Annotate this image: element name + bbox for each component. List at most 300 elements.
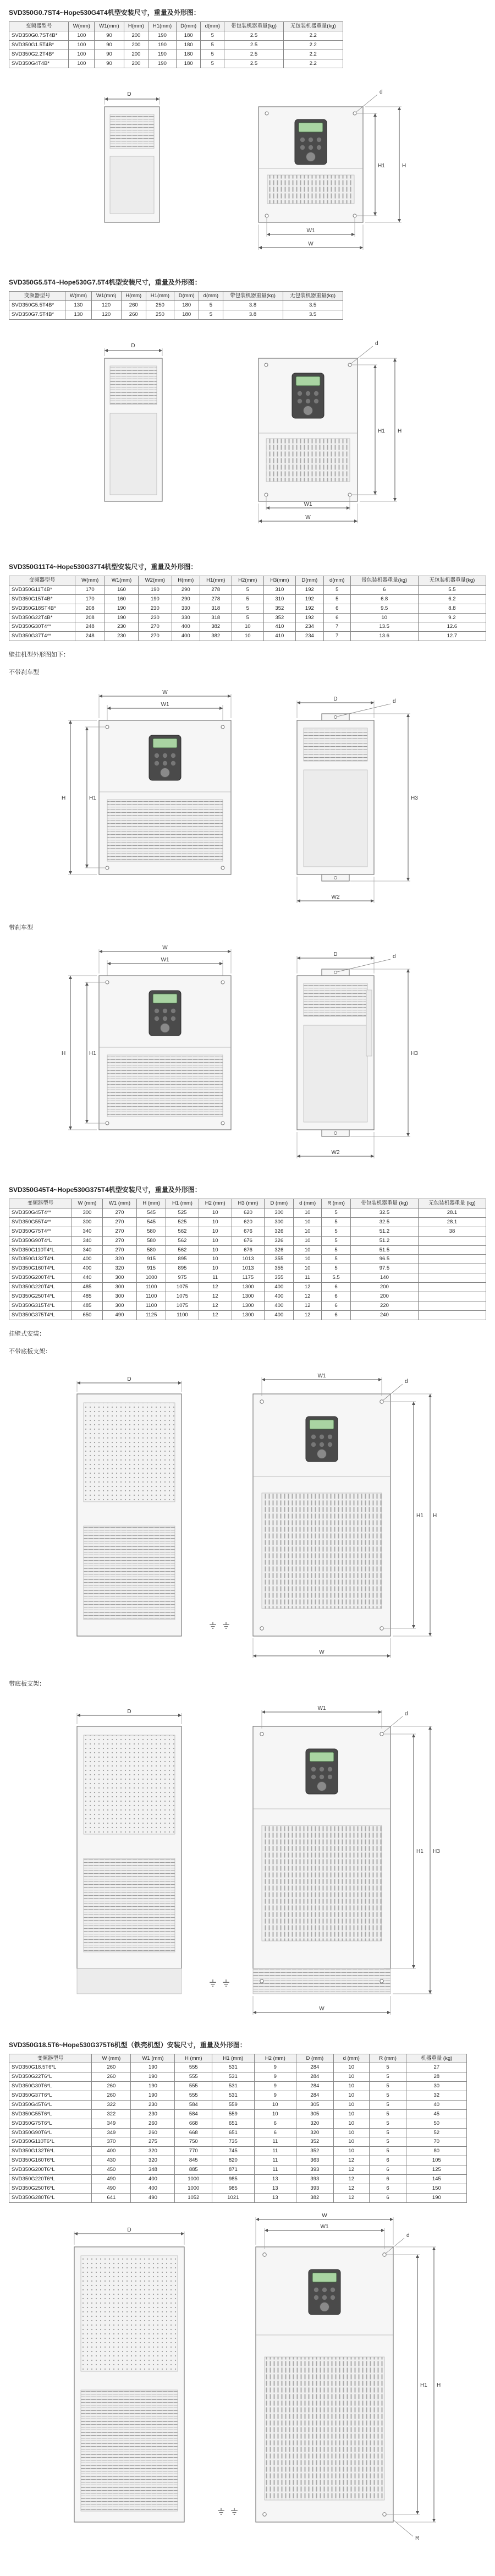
value-cell: 1000 bbox=[175, 2184, 212, 2193]
value-cell: 250 bbox=[146, 301, 174, 310]
model-cell: SVD350G375T4*L bbox=[9, 1310, 72, 1320]
value-cell: 278 bbox=[200, 585, 232, 594]
diagram-s4-with-base bbox=[9, 1693, 486, 2023]
table-header-cell: H1(mm) bbox=[148, 22, 177, 31]
value-cell: 871 bbox=[212, 2165, 254, 2175]
value-cell: 190 bbox=[406, 2193, 467, 2202]
value-cell: 11 bbox=[199, 1273, 232, 1283]
model-cell: SVD350G30T4** bbox=[9, 622, 75, 632]
table-header-cell: W (mm) bbox=[72, 1199, 103, 1208]
model-cell: SVD350G110T6*L bbox=[9, 2137, 92, 2147]
value-cell: 1100 bbox=[166, 1310, 199, 1320]
value-cell: 300 bbox=[102, 1292, 137, 1301]
model-cell: SVD350G160T6*L bbox=[9, 2156, 92, 2165]
flange-hole bbox=[334, 877, 337, 879]
value-cell: 895 bbox=[166, 1255, 199, 1264]
value-cell: 192 bbox=[295, 613, 323, 622]
front-view bbox=[253, 1394, 391, 1636]
value-cell: 30 bbox=[406, 2082, 467, 2091]
value-cell: 90 bbox=[95, 31, 124, 40]
table-row bbox=[9, 2147, 467, 2156]
value-cell: 330 bbox=[172, 613, 200, 622]
mounting-hole bbox=[380, 1626, 383, 1629]
value-cell: 559 bbox=[212, 2100, 254, 2109]
value-cell: 668 bbox=[175, 2119, 212, 2128]
value-cell: 180 bbox=[174, 301, 199, 310]
table-header-cell: H(mm) bbox=[124, 22, 148, 31]
value-cell: 330 bbox=[172, 604, 200, 613]
value-cell: 1300 bbox=[232, 1310, 265, 1320]
table-row bbox=[9, 613, 486, 622]
value-cell: 485 bbox=[72, 1283, 103, 1292]
table-header-row bbox=[9, 22, 343, 31]
value-cell: 10 bbox=[333, 2100, 369, 2109]
value-cell: 300 bbox=[265, 1208, 294, 1218]
table-header-cell: H (mm) bbox=[137, 1199, 166, 1208]
value-cell: 5 bbox=[369, 2063, 406, 2072]
value-cell: 200 bbox=[350, 1292, 418, 1301]
value-cell: 100 bbox=[69, 50, 95, 59]
value-cell: 270 bbox=[102, 1208, 137, 1218]
table-row bbox=[9, 2156, 467, 2165]
diagram-s3-no-brake bbox=[9, 682, 486, 913]
value-cell: 180 bbox=[176, 50, 201, 59]
ground-symbol bbox=[218, 2508, 224, 2514]
model-cell: SVD350G55T4** bbox=[9, 1217, 72, 1227]
mounting-hole bbox=[106, 1122, 109, 1125]
value-cell: 9 bbox=[254, 2091, 296, 2101]
dim-label-H: H bbox=[437, 2382, 441, 2388]
diagram-s5 bbox=[9, 2208, 486, 2550]
flange-hole bbox=[334, 716, 337, 719]
dim-label-W: W bbox=[308, 241, 314, 248]
table-row bbox=[9, 1227, 486, 1236]
front-view bbox=[256, 2247, 393, 2522]
value-cell: 440 bbox=[72, 1273, 103, 1283]
caption-brake: 带刹车型 bbox=[9, 925, 33, 932]
mounting-hole bbox=[265, 363, 268, 367]
table-row bbox=[9, 1208, 486, 1218]
value-cell: 485 bbox=[72, 1292, 103, 1301]
value-cell bbox=[418, 1264, 486, 1273]
value-cell: 318 bbox=[200, 613, 232, 622]
value-cell: 96.5 bbox=[350, 1255, 418, 1264]
model-cell: SVD350G160T4*L bbox=[9, 1264, 72, 1273]
mounting-hole bbox=[265, 214, 268, 217]
dim-label-W1: W1 bbox=[306, 228, 315, 234]
value-cell: 10 bbox=[294, 1255, 322, 1264]
value-cell: 5 bbox=[232, 594, 263, 604]
value-cell: 270 bbox=[138, 632, 172, 641]
dim-label-D: D bbox=[333, 951, 338, 958]
value-cell: 190 bbox=[131, 2072, 175, 2082]
value-cell: 2.5 bbox=[224, 31, 284, 40]
model-cell: SVD350G18.5T6*L bbox=[9, 2063, 92, 2072]
value-cell: 845 bbox=[175, 2156, 212, 2165]
model-cell: SVD350G90T6*L bbox=[9, 2128, 92, 2137]
value-cell: 5 bbox=[369, 2100, 406, 2109]
dim-label-W2: W2 bbox=[331, 1150, 340, 1156]
value-cell bbox=[418, 1245, 486, 1255]
value-cell: 192 bbox=[295, 594, 323, 604]
value-cell: 8.8 bbox=[418, 604, 486, 613]
value-cell: 320 bbox=[296, 2128, 334, 2137]
value-cell: 349 bbox=[92, 2119, 131, 2128]
table-header-cell: W (mm) bbox=[92, 2054, 131, 2063]
mounting-hole bbox=[106, 725, 109, 729]
value-cell: 300 bbox=[72, 1208, 103, 1218]
value-cell: 10 bbox=[333, 2063, 369, 2072]
value-cell: 10 bbox=[199, 1264, 232, 1273]
value-cell: 349 bbox=[92, 2128, 131, 2137]
value-cell: 7 bbox=[323, 622, 350, 632]
value-cell: 200 bbox=[350, 1283, 418, 1292]
value-cell: 284 bbox=[296, 2082, 334, 2091]
value-cell: 5 bbox=[322, 1217, 351, 1227]
value-cell: 5 bbox=[369, 2119, 406, 2128]
value-cell: 6 bbox=[369, 2184, 406, 2193]
value-cell: 770 bbox=[175, 2147, 212, 2156]
value-cell: 180 bbox=[176, 40, 201, 50]
value-cell: 28.1 bbox=[418, 1208, 486, 1218]
table-row bbox=[9, 59, 343, 68]
mounting-hole bbox=[353, 214, 356, 217]
value-cell: 10 bbox=[232, 632, 263, 641]
value-cell: 6 bbox=[254, 2128, 296, 2137]
value-cell: 6 bbox=[322, 1283, 351, 1292]
mounting-hole bbox=[380, 1979, 383, 1982]
dim-label-W: W bbox=[319, 2005, 324, 2012]
value-cell: 620 bbox=[232, 1217, 265, 1227]
value-cell: 51.5 bbox=[350, 1245, 418, 1255]
table-row bbox=[9, 1283, 486, 1292]
value-cell: 12 bbox=[333, 2193, 369, 2202]
value-cell: 363 bbox=[296, 2156, 334, 2165]
value-cell: 562 bbox=[166, 1227, 199, 1236]
value-cell: 915 bbox=[137, 1264, 166, 1273]
value-cell: 170 bbox=[75, 585, 105, 594]
dim-label-W: W bbox=[322, 2212, 327, 2219]
table-row bbox=[9, 1264, 486, 1273]
side-view bbox=[297, 714, 374, 881]
table-row bbox=[9, 1255, 486, 1264]
value-cell: 490 bbox=[131, 2193, 175, 2202]
value-cell: 10 bbox=[254, 2100, 296, 2109]
value-cell: 170 bbox=[75, 594, 105, 604]
dim-label-H1: H1 bbox=[416, 1512, 424, 1519]
value-cell: 355 bbox=[265, 1273, 294, 1283]
value-cell: 150 bbox=[406, 2184, 467, 2193]
value-cell: 310 bbox=[263, 594, 295, 604]
value-cell: 90 bbox=[95, 50, 124, 59]
value-cell: 400 bbox=[265, 1283, 294, 1292]
value-cell: 208 bbox=[75, 604, 105, 613]
value-cell: 382 bbox=[296, 2193, 334, 2202]
value-cell: 326 bbox=[265, 1227, 294, 1236]
value-cell: 32.5 bbox=[350, 1217, 418, 1227]
value-cell: 895 bbox=[166, 1264, 199, 1273]
value-cell: 10 bbox=[199, 1217, 232, 1227]
value-cell: 300 bbox=[72, 1217, 103, 1227]
value-cell: 1100 bbox=[137, 1283, 166, 1292]
table-header-cell: W2(mm) bbox=[138, 576, 172, 586]
mounting-hole bbox=[348, 493, 351, 496]
caption-no-brake: 不带刹车型 bbox=[9, 669, 39, 676]
value-cell: 6.8 bbox=[350, 594, 418, 604]
dim-label-d: d bbox=[393, 698, 396, 705]
value-cell: 562 bbox=[166, 1245, 199, 1255]
value-cell: 5 bbox=[323, 585, 350, 594]
value-cell: 5 bbox=[201, 40, 224, 50]
value-cell: 559 bbox=[212, 2109, 254, 2119]
value-cell: 531 bbox=[212, 2063, 254, 2072]
value-cell: 6 bbox=[369, 2156, 406, 2165]
value-cell: 3.8 bbox=[223, 310, 283, 320]
table-header-row bbox=[9, 576, 486, 586]
value-cell: 160 bbox=[105, 585, 139, 594]
model-cell: SVD350G45T4** bbox=[9, 1208, 72, 1218]
value-cell: 10 bbox=[294, 1236, 322, 1245]
dim-label-W1: W1 bbox=[161, 702, 169, 708]
value-cell: 2.2 bbox=[283, 40, 343, 50]
value-cell: 2.5 bbox=[224, 59, 284, 68]
value-cell: 5 bbox=[323, 594, 350, 604]
value-cell: 120 bbox=[91, 310, 121, 320]
brake-resistor-fin bbox=[366, 990, 372, 1056]
base-bracket bbox=[253, 1968, 391, 1994]
value-cell: 12 bbox=[199, 1283, 232, 1292]
value-cell: 260 bbox=[121, 310, 146, 320]
dim-label-H1: H1 bbox=[89, 795, 96, 802]
diagram-s3-brake bbox=[9, 937, 486, 1168]
value-cell: 352 bbox=[263, 604, 295, 613]
section-4-title: SVD350G45T4~Hope530G375T4机型安装尺寸，重量及外形图： bbox=[9, 1186, 201, 1194]
value-cell: 270 bbox=[102, 1227, 137, 1236]
value-cell: 5 bbox=[369, 2128, 406, 2137]
model-cell: SVD350G110T4*L bbox=[9, 1245, 72, 1255]
value-cell: 10 bbox=[199, 1255, 232, 1264]
value-cell: 985 bbox=[212, 2174, 254, 2184]
value-cell: 1100 bbox=[137, 1292, 166, 1301]
value-cell: 290 bbox=[172, 585, 200, 594]
table-header-cell: W1 (mm) bbox=[102, 1199, 137, 1208]
dim-label-H3: H3 bbox=[411, 1051, 418, 1057]
mounting-hole bbox=[260, 1732, 263, 1735]
value-cell: 32.5 bbox=[350, 1208, 418, 1218]
dim-label-d: d bbox=[406, 2232, 410, 2239]
value-cell: 555 bbox=[175, 2082, 212, 2091]
value-cell: 5.5 bbox=[418, 585, 486, 594]
value-cell: 5 bbox=[369, 2082, 406, 2091]
value-cell: 234 bbox=[295, 632, 323, 641]
value-cell: 745 bbox=[212, 2147, 254, 2156]
value-cell: 100 bbox=[69, 40, 95, 50]
dim-label-D: D bbox=[127, 91, 131, 98]
value-cell: 5 bbox=[322, 1255, 351, 1264]
ground-symbol bbox=[210, 1979, 216, 1986]
mounting-hole bbox=[106, 981, 109, 984]
dim-label-D: D bbox=[333, 696, 338, 703]
caption-with-base: 带底板支架： bbox=[9, 1680, 45, 1687]
model-cell: SVD350G250T4*L bbox=[9, 1292, 72, 1301]
value-cell: 676 bbox=[232, 1245, 265, 1255]
model-cell: SVD350G37T4** bbox=[9, 632, 75, 641]
value-cell: 1300 bbox=[232, 1301, 265, 1310]
value-cell: 100 bbox=[69, 31, 95, 40]
mounting-hole bbox=[221, 866, 224, 869]
table-header-cell: H2(mm) bbox=[232, 576, 263, 586]
value-cell: 248 bbox=[75, 622, 105, 632]
value-cell: 190 bbox=[131, 2063, 175, 2072]
table-header-cell: R (mm) bbox=[369, 2054, 406, 2063]
keypad bbox=[306, 1749, 338, 1794]
value-cell: 200 bbox=[124, 40, 148, 50]
diagram-s1 bbox=[9, 74, 486, 261]
value-cell: 6 bbox=[369, 2165, 406, 2175]
value-cell: 12 bbox=[294, 1301, 322, 1310]
value-cell: 6 bbox=[322, 1292, 351, 1301]
value-cell bbox=[418, 1255, 486, 1264]
value-cell: 400 bbox=[72, 1264, 103, 1273]
dim-label-H: H bbox=[402, 163, 406, 169]
value-cell: 12 bbox=[294, 1310, 322, 1320]
value-cell: 190 bbox=[105, 613, 139, 622]
value-cell: 9 bbox=[254, 2063, 296, 2072]
value-cell: 1013 bbox=[232, 1255, 265, 1264]
table-header-cell: 无包装机器重量(kg) bbox=[283, 22, 343, 31]
model-cell: SVD350G90T4*L bbox=[9, 1236, 72, 1245]
table-header-cell: d (mm) bbox=[294, 1199, 322, 1208]
value-cell: 340 bbox=[72, 1227, 103, 1236]
front-view bbox=[99, 720, 231, 874]
value-cell: 12 bbox=[199, 1301, 232, 1310]
value-cell: 5 bbox=[199, 301, 223, 310]
value-cell: 230 bbox=[138, 604, 172, 613]
value-cell: 278 bbox=[200, 594, 232, 604]
table-header-cell: R (mm) bbox=[322, 1199, 351, 1208]
value-cell: 2.2 bbox=[283, 59, 343, 68]
table-header-row bbox=[9, 1199, 486, 1208]
dim-label-d: d bbox=[380, 89, 383, 96]
value-cell: 97.5 bbox=[350, 1264, 418, 1273]
value-cell: 270 bbox=[102, 1236, 137, 1245]
table-row bbox=[9, 632, 486, 641]
caption-wall-install: 挂壁式安装： bbox=[9, 1330, 45, 1337]
value-cell: 490 bbox=[102, 1310, 137, 1320]
outline-drawing-cabinet-no-base bbox=[44, 1361, 451, 1669]
value-cell: 260 bbox=[92, 2091, 131, 2101]
value-cell: 10 bbox=[294, 1217, 322, 1227]
dim-label-H: H bbox=[433, 1512, 437, 1519]
table-header-cell: H1(mm) bbox=[200, 576, 232, 586]
value-cell: 400 bbox=[72, 1255, 103, 1264]
value-cell: 985 bbox=[212, 2184, 254, 2193]
table-row bbox=[9, 585, 486, 594]
side-view bbox=[77, 1394, 182, 1636]
value-cell: 180 bbox=[176, 31, 201, 40]
dim-label-H3: H3 bbox=[411, 795, 418, 802]
value-cell: 2.5 bbox=[224, 50, 284, 59]
value-cell: 340 bbox=[72, 1245, 103, 1255]
caption-wallmount-outline: 壁挂机型外形图如下： bbox=[9, 652, 69, 659]
table-row bbox=[9, 31, 343, 40]
dimension-table-s5 bbox=[9, 2054, 467, 2203]
value-cell: 10 bbox=[333, 2119, 369, 2128]
table-header-cell: H1 (mm) bbox=[166, 1199, 199, 1208]
value-cell: 12 bbox=[199, 1310, 232, 1320]
value-cell: 975 bbox=[166, 1273, 199, 1283]
value-cell: 248 bbox=[75, 632, 105, 641]
value-cell: 10 bbox=[333, 2091, 369, 2101]
dim-label-H: H bbox=[398, 428, 402, 434]
value-cell: 400 bbox=[172, 632, 200, 641]
value-cell: 5 bbox=[322, 1208, 351, 1218]
value-cell: 290 bbox=[172, 594, 200, 604]
dimension-table-s2 bbox=[9, 291, 343, 320]
table-header-cell: H2 (mm) bbox=[254, 2054, 296, 2063]
value-cell: 284 bbox=[296, 2091, 334, 2101]
value-cell: 531 bbox=[212, 2072, 254, 2082]
value-cell: 240 bbox=[350, 1310, 418, 1320]
value-cell: 230 bbox=[105, 632, 139, 641]
value-cell: 13.5 bbox=[350, 622, 418, 632]
table-header-cell: d (mm) bbox=[333, 2054, 369, 2063]
value-cell: 192 bbox=[295, 604, 323, 613]
table-row bbox=[9, 1301, 486, 1310]
table-header-cell: H3(mm) bbox=[263, 576, 295, 586]
table-header-cell: H3 (mm) bbox=[232, 1199, 265, 1208]
ground-symbol bbox=[223, 1622, 229, 1628]
value-cell: 10 bbox=[350, 613, 418, 622]
value-cell: 410 bbox=[263, 632, 295, 641]
dim-label-H1: H1 bbox=[378, 428, 385, 434]
value-cell: 12 bbox=[199, 1292, 232, 1301]
value-cell: 300 bbox=[102, 1273, 137, 1283]
value-cell: 10 bbox=[333, 2128, 369, 2137]
value-cell bbox=[418, 1301, 486, 1310]
model-cell: SVD350G7.5T4B* bbox=[9, 310, 65, 320]
dim-label-d: d bbox=[405, 1710, 408, 1717]
keypad bbox=[149, 735, 181, 780]
value-cell: 393 bbox=[296, 2165, 334, 2175]
dim-label-W1: W1 bbox=[161, 957, 169, 964]
value-cell: 275 bbox=[131, 2137, 175, 2147]
value-cell: 80 bbox=[406, 2147, 467, 2156]
value-cell: 382 bbox=[200, 632, 232, 641]
value-cell: 531 bbox=[212, 2091, 254, 2101]
value-cell: 555 bbox=[175, 2072, 212, 2082]
table-row bbox=[9, 1292, 486, 1301]
value-cell: 320 bbox=[102, 1264, 137, 1273]
dim-label-W: W bbox=[162, 945, 168, 951]
value-cell: 400 bbox=[265, 1301, 294, 1310]
value-cell: 531 bbox=[212, 2082, 254, 2091]
value-cell: 52 bbox=[406, 2128, 467, 2137]
value-cell: 490 bbox=[92, 2184, 131, 2193]
value-cell: 190 bbox=[138, 594, 172, 604]
value-cell: 5 bbox=[322, 1264, 351, 1273]
value-cell: 2.5 bbox=[224, 40, 284, 50]
value-cell: 352 bbox=[296, 2137, 334, 2147]
table-row bbox=[9, 301, 343, 310]
dimension-table-s3 bbox=[9, 576, 486, 641]
model-cell: SVD350G15T4B* bbox=[9, 594, 75, 604]
table-row bbox=[9, 1217, 486, 1227]
table-header-cell: H2 (mm) bbox=[199, 1199, 232, 1208]
table-header-cell: 变频器型号 bbox=[9, 292, 65, 301]
value-cell: 650 bbox=[72, 1310, 103, 1320]
value-cell: 180 bbox=[174, 310, 199, 320]
